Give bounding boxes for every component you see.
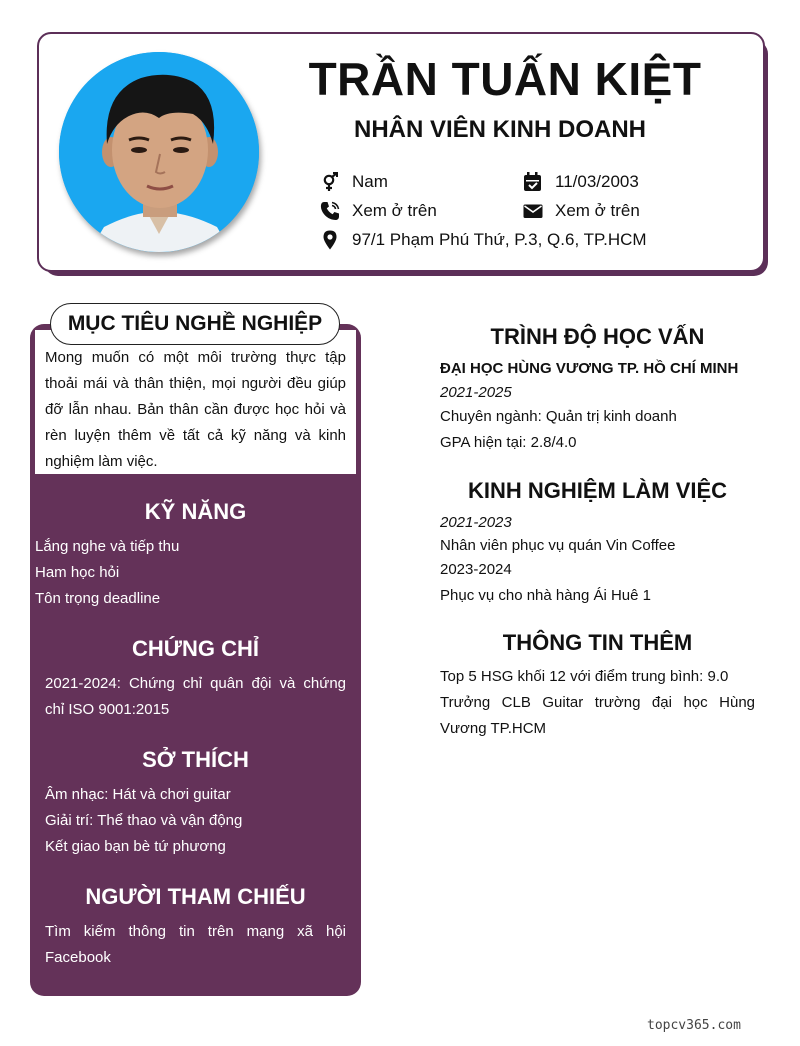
education-heading: TRÌNH ĐỘ HỌC VẤN [490, 324, 705, 349]
experience-period: 2021-2023 [440, 514, 512, 531]
education-gpa: GPA hiện tại: 2.8/4.0 [440, 434, 577, 451]
objective-text: Mong muốn có một môi trường thực tập thoải mái và thân thiện, mọi người đều giúp đỡ lẫn nhau. Bản thân cần được học hỏi và rèn luyện thêm về tất cả kỹ năng và kinh nghiệm làm việc. [45, 349, 346, 470]
gender-value: Nam [352, 172, 388, 191]
references-text: Tìm kiếm thông tin trên mạng xã hội Facebook [45, 923, 346, 966]
skill-item: Tôn trọng deadline [35, 590, 161, 607]
education-period: 2021-2025 [440, 384, 512, 401]
objective-heading: MỤC TIÊU NGHỀ NGHIỆP [50, 303, 340, 345]
email-row [523, 201, 640, 221]
address-value: 97/1 Phạm Phú Thứ, P.3, Q.6, TP.HCM [352, 230, 647, 249]
location-icon [320, 230, 340, 250]
phone-value: Xem ở trên [352, 201, 437, 220]
phone-row [320, 201, 437, 221]
skills-heading: KỸ NĂNG [144, 499, 247, 524]
skill-item: Ham học hỏi [35, 564, 120, 581]
experience-role: Phục vụ cho nhà hàng Ái Huê 1 [440, 587, 651, 604]
portrait-photo [59, 52, 259, 252]
hobby-item: Kết giao bạn bè tứ phương [45, 838, 226, 855]
certificates-heading: CHỨNG CHỈ [131, 636, 260, 661]
avatar [59, 52, 259, 252]
job-title: NHÂN VIÊN KINH DOANH [353, 116, 646, 143]
references-heading: NGƯỜI THAM CHIẾU [85, 884, 306, 909]
birthday-value: 11/03/2003 [555, 172, 639, 191]
school-name: ĐẠI HỌC HÙNG VƯƠNG TP. HỒ CHÍ MINH [440, 360, 739, 377]
phone-icon [320, 201, 340, 221]
experience-heading: KINH NGHIỆM LÀM VIỆC [467, 478, 728, 503]
hobby-item: Giải trí: Thể thao và vận động [45, 812, 243, 829]
email-value: Xem ở trên [555, 201, 640, 220]
email-icon [523, 201, 543, 221]
additional-item: Top 5 HSG khối 12 với điểm trung bình: 9.0 [440, 668, 729, 685]
hobbies-heading: SỞ THÍCH [142, 747, 249, 772]
calendar-icon [523, 172, 543, 192]
footer-brand: topcv365.com [647, 1018, 741, 1033]
address-row [320, 230, 647, 250]
gender-row [320, 172, 388, 192]
skill-item: Lắng nghe và tiếp thu [35, 538, 180, 555]
birthday-row [523, 172, 639, 192]
experience-role: Nhân viên phục vụ quán Vin Coffee [440, 537, 676, 554]
additional-heading: THÔNG TIN THÊM [502, 630, 693, 655]
candidate-name: TRẦN TUẤN KIỆT [308, 53, 702, 105]
gender-icon [320, 172, 340, 192]
additional-item: Trưởng CLB Guitar trường đại học Hùng Vương TP.HCM [440, 694, 755, 737]
hobby-item: Âm nhạc: Hát và chơi guitar [45, 786, 231, 803]
experience-period: 2023-2024 [440, 561, 512, 578]
certificates-text: 2021-2024: Chứng chỉ quân đội và chứng chỉ ISO 9001:2015 [45, 675, 346, 718]
education-major: Chuyên ngành: Quản trị kinh doanh [440, 408, 677, 425]
